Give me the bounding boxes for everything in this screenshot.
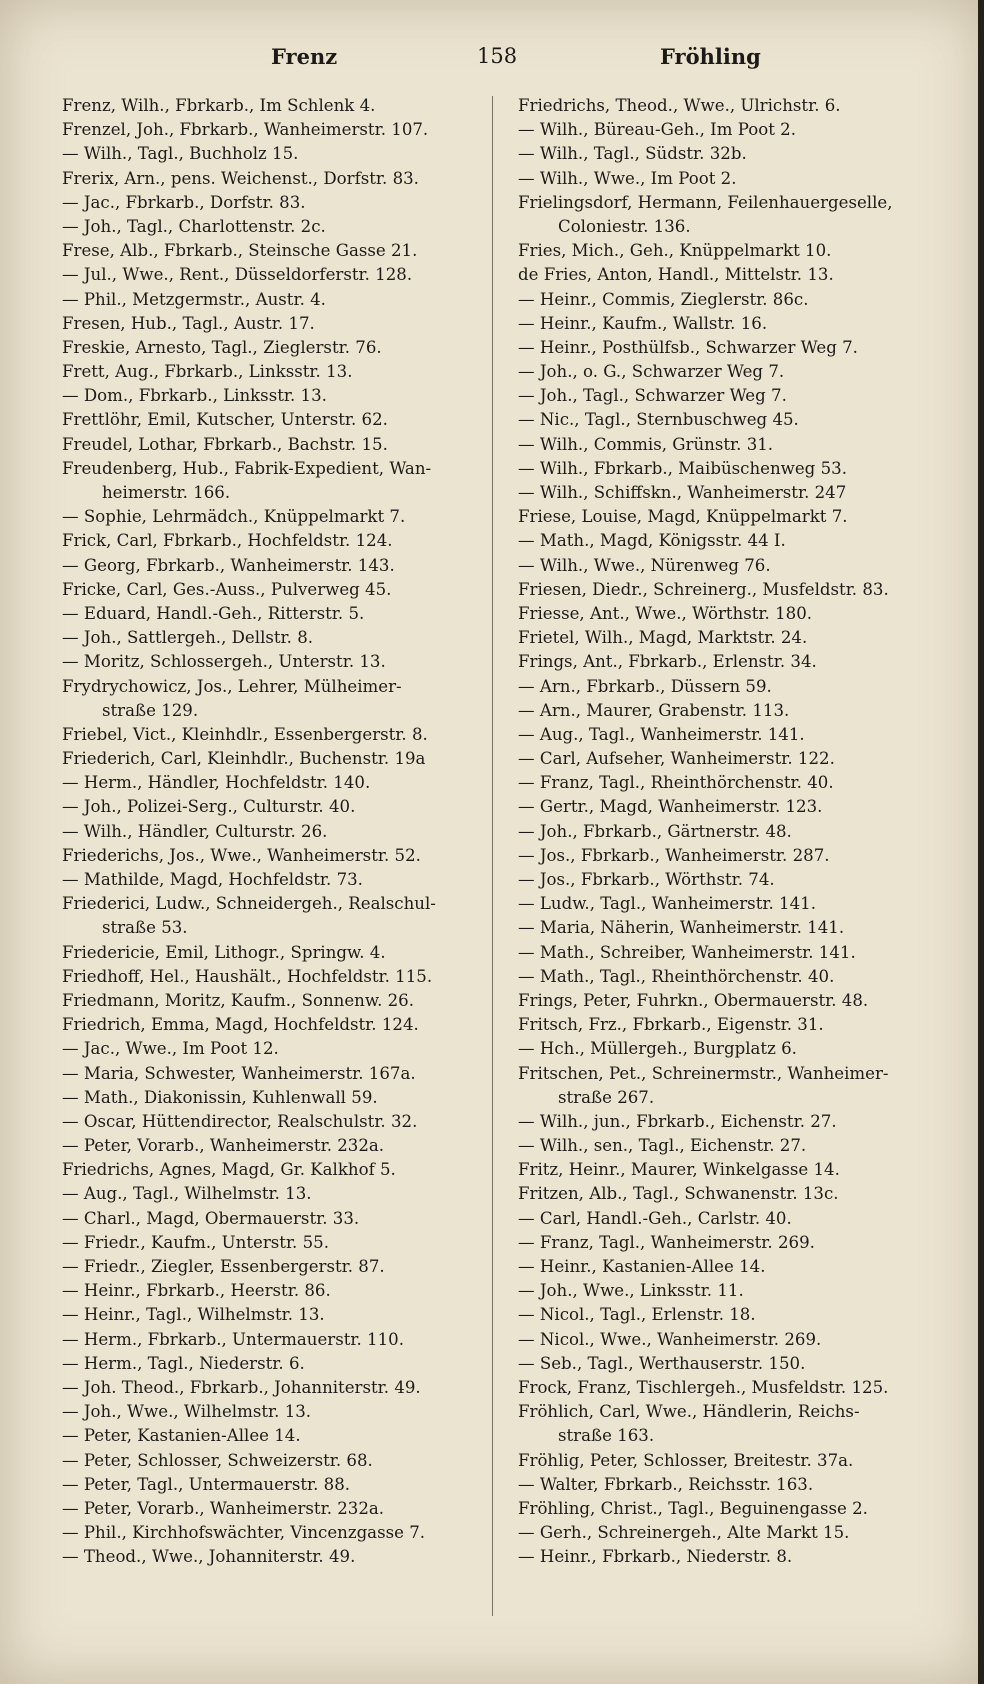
directory-entry: — Herm., Tagl., Niederstr. 6. — [62, 1353, 305, 1373]
right-column — [518, 94, 976, 1569]
directory-entry: — Heinr., Kastanien-Allee 14. — [518, 1257, 766, 1276]
directory-entry: — Phil., Metzgermstr., Austr. 4. — [62, 289, 326, 309]
directory-entry: Fresen, Hub., Tagl., Austr. 17. — [62, 313, 315, 333]
directory-entry: Frenzel, Joh., Fbrkarb., Wanheimerstr. 107. — [62, 120, 429, 140]
directory-entry: — Friedr., Kaufm., Unterstr. 55. — [62, 1232, 329, 1252]
entry-continuation: straße 129. — [102, 700, 199, 720]
directory-entry: — Maria, Näherin, Wanheimerstr. 141. — [518, 918, 845, 938]
directory-entry: — Jac., Wwe., Im Poot 12. — [62, 1039, 279, 1059]
running-head-left: Frenz — [271, 44, 338, 69]
directory-entry: — Carl, Aufseher, Wanheimerstr. 122. — [518, 749, 835, 769]
directory-entry: — Franz, Tagl., Wanheimerstr. 269. — [518, 1232, 815, 1252]
directory-entry: — Heinr., Commis, Zieglerstr. 86c. — [518, 289, 809, 309]
directory-entry: — Jos., Fbrkarb., Wörthstr. 74. — [518, 870, 775, 889]
directory-entry: — Hch., Müllergeh., Burgplatz 6. — [518, 1039, 797, 1059]
directory-entry: — Moritz, Schlossergeh., Unterstr. 13. — [62, 652, 386, 672]
directory-entry: — Wilh., Tagl., Buchholz 15. — [62, 144, 299, 164]
directory-entry: Frenz, Wilh., Fbrkarb., Im Schlenk 4. — [62, 96, 376, 115]
directory-entry: — Peter, Vorarb., Wanheimerstr. 232a. — [62, 1498, 385, 1518]
directory-entry: — Joh., Tagl., Schwarzer Weg 7. — [518, 386, 787, 406]
directory-entry: — Gertr., Magd, Wanheimerstr. 123. — [518, 797, 823, 817]
directory-entry: Fritzen, Alb., Tagl., Schwanenstr. 13c. — [518, 1184, 839, 1204]
directory-entry: — Joh., Wwe., Wilhelmstr. 13. — [62, 1402, 312, 1422]
entry-continuation: Coloniestr. 136. — [558, 216, 691, 236]
page-edge — [978, 0, 984, 1684]
directory-entry: Frydrychowicz, Jos., Lehrer, Mülheimer- — [62, 676, 402, 696]
directory-entry: Frielingsdorf, Hermann, Feilenhauergeselle, — [518, 192, 893, 212]
directory-entry: — Joh., Sattlergeh., Dellstr. 8. — [62, 628, 314, 648]
directory-entry: — Joh., Tagl., Charlottenstr. 2c. — [62, 216, 326, 236]
directory-entry: — Carl, Handl.-Geh., Carlstr. 40. — [518, 1208, 792, 1228]
directory-entry: — Aug., Tagl., Wanheimerstr. 141. — [518, 724, 805, 744]
directory-entry: Friedrichs, Agnes, Magd, Gr. Kalkhof 5. — [62, 1160, 396, 1180]
directory-entry: Friederichs, Jos., Wwe., Wanheimerstr. 52. — [62, 845, 421, 865]
directory-entry: — Heinr., Tagl., Wilhelmstr. 13. — [62, 1305, 325, 1325]
directory-entry: de Fries, Anton, Handl., Mittelstr. 13. — [518, 265, 834, 285]
directory-entry: — Peter, Tagl., Untermauerstr. 88. — [62, 1474, 351, 1494]
directory-entry: — Nicol., Wwe., Wanheimerstr. 269. — [518, 1329, 822, 1349]
directory-entry: Freudenberg, Hub., Fabrik-Expedient, Wan- — [62, 458, 432, 478]
entry-continuation: heimerstr. 166. — [102, 483, 231, 502]
directory-entry: — Wilh., Wwe., Nürenweg 76. — [518, 555, 771, 575]
directory-entry: — Math., Schreiber, Wanheimerstr. 141. — [518, 942, 856, 962]
directory-entry: Friederich, Carl, Kleinhdlr., Buchenstr. 19a — [62, 749, 426, 769]
directory-entry: Fröhlich, Carl, Wwe., Händlerin, Reichs- — [518, 1402, 860, 1422]
directory-entry: — Friedr., Ziegler, Essenbergerstr. 87. — [62, 1257, 385, 1276]
directory-entry: Fröhlig, Peter, Schlosser, Breitestr. 37a. — [518, 1450, 854, 1470]
directory-entry: Friederici, Ludw., Schneidergeh., Realschul- — [62, 894, 436, 914]
directory-entry: Frett, Aug., Fbrkarb., Linksstr. 13. — [62, 362, 353, 382]
directory-entry: Friedhoff, Hel., Haushält., Hochfeldstr. 115. — [62, 966, 433, 986]
directory-entry: — Georg, Fbrkarb., Wanheimerstr. 143. — [62, 555, 395, 575]
directory-entry: — Gerh., Schreinergeh., Alte Markt 15. — [518, 1523, 850, 1543]
directory-entry: Fries, Mich., Geh., Knüppelmarkt 10. — [518, 241, 832, 261]
directory-entry: — Phil., Kirchhofswächter, Vincenzgasse 7. — [62, 1523, 426, 1543]
directory-entry: Friesen, Diedr., Schreinerg., Musfeldstr. 83. — [518, 579, 889, 599]
directory-entry: — Oscar, Hüttendirector, Realschulstr. 32. — [62, 1111, 418, 1131]
directory-entry: — Wilh., Fbrkarb., Maibüschenweg 53. — [518, 458, 847, 478]
directory-entry: Friedmann, Moritz, Kaufm., Sonnenw. 26. — [62, 990, 415, 1010]
directory-entry: Frick, Carl, Fbrkarb., Hochfeldstr. 124. — [62, 531, 393, 551]
directory-entry: — Math., Tagl., Rheinthörchenstr. 40. — [518, 966, 835, 986]
directory-entry: — Franz, Tagl., Rheinthörchenstr. 40. — [518, 773, 834, 793]
directory-entry: Frings, Peter, Fuhrkn., Obermauerstr. 48. — [518, 990, 869, 1010]
directory-entry: — Wilh., Commis, Grünstr. 31. — [518, 434, 774, 454]
directory-entry: — Mathilde, Magd, Hochfeldstr. 73. — [62, 870, 363, 889]
directory-entry: — Joh., Wwe., Linksstr. 11. — [518, 1281, 744, 1301]
directory-entry: — Wilh., Schiffskn., Wanheimerstr. 247 — [518, 483, 847, 502]
directory-entry: Freudel, Lothar, Fbrkarb., Bachstr. 15. — [62, 434, 388, 454]
left-column — [62, 94, 492, 1569]
directory-entry: — Herm., Händler, Hochfeldstr. 140. — [62, 773, 371, 793]
directory-entry: — Wilh., Büreau-Geh., Im Poot 2. — [518, 120, 796, 140]
directory-entry: — Joh., o. G., Schwarzer Weg 7. — [518, 362, 785, 382]
directory-entry: — Peter, Kastanien-Allee 14. — [62, 1426, 301, 1446]
directory-entry: — Herm., Fbrkarb., Untermauerstr. 110. — [62, 1329, 404, 1349]
directory-entry: — Wilh., Wwe., Im Poot 2. — [518, 168, 737, 188]
directory-entry: — Heinr., Posthülfsb., Schwarzer Weg 7. — [518, 337, 858, 357]
directory-entry: Fricke, Carl, Ges.-Auss., Pulverweg 45. — [62, 579, 392, 599]
directory-entry: — Joh. Theod., Fbrkarb., Johanniterstr. 49. — [62, 1377, 421, 1397]
entry-continuation: straße 163. — [558, 1426, 655, 1446]
entry-continuation: straße 267. — [558, 1087, 655, 1107]
directory-entry: — Dom., Fbrkarb., Linksstr. 13. — [62, 386, 327, 406]
page-number: 158 — [477, 44, 518, 68]
directory-entry: — Peter, Vorarb., Wanheimerstr. 232a. — [62, 1136, 385, 1156]
directory-entry: — Wilh., Tagl., Südstr. 32b. — [518, 144, 747, 164]
directory-entry: Frettlöhr, Emil, Kutscher, Unterstr. 62. — [62, 410, 388, 430]
directory-entry: — Arn., Fbrkarb., Düssern 59. — [518, 676, 772, 696]
directory-entry: Fritsch, Frz., Fbrkarb., Eigenstr. 31. — [518, 1015, 824, 1035]
directory-entry: — Math., Diakonissin, Kuhlenwall 59. — [62, 1087, 378, 1107]
directory-entry: — Charl., Magd, Obermauerstr. 33. — [62, 1208, 360, 1228]
directory-entry: — Walter, Fbrkarb., Reichsstr. 163. — [518, 1474, 814, 1494]
directory-entry: — Wilh., jun., Fbrkarb., Eichenstr. 27. — [518, 1111, 837, 1131]
directory-entry: — Sophie, Lehrmädch., Knüppelmarkt 7. — [62, 507, 406, 527]
directory-entry: — Wilh., sen., Tagl., Eichenstr. 27. — [518, 1136, 807, 1156]
directory-entry: — Heinr., Fbrkarb., Heerstr. 86. — [62, 1281, 331, 1301]
directory-entry: Friedrichs, Theod., Wwe., Ulrichstr. 6. — [518, 96, 841, 115]
directory-entry: Frietel, Wilh., Magd, Marktstr. 24. — [518, 628, 808, 648]
directory-entry: — Joh., Polizei-Serg., Culturstr. 40. — [62, 797, 356, 817]
directory-entry: Friedericie, Emil, Lithogr., Springw. 4. — [62, 942, 386, 962]
directory-entry: — Ludw., Tagl., Wanheimerstr. 141. — [518, 894, 816, 914]
directory-entry: — Nicol., Tagl., Erlenstr. 18. — [518, 1305, 756, 1325]
directory-entry: Friesse, Ant., Wwe., Wörthstr. 180. — [518, 603, 813, 623]
running-head-right: Fröhling — [660, 44, 761, 69]
directory-entry: — Maria, Schwester, Wanheimerstr. 167a. — [62, 1063, 416, 1083]
directory-entry: — Peter, Schlosser, Schweizerstr. 68. — [62, 1450, 373, 1470]
directory-entry: — Arn., Maurer, Grabenstr. 113. — [518, 700, 790, 720]
directory-entry: — Theod., Wwe., Johanniterstr. 49. — [62, 1547, 356, 1567]
directory-entry: Frerix, Arn., pens. Weichenst., Dorfstr. 83. — [62, 168, 419, 188]
directory-entry: Friedrich, Emma, Magd, Hochfeldstr. 124. — [62, 1015, 419, 1035]
directory-entry: Fritschen, Pet., Schreinermstr., Wanheimer- — [518, 1063, 889, 1083]
directory-entry: — Aug., Tagl., Wilhelmstr. 13. — [62, 1184, 312, 1204]
directory-entry: — Math., Magd, Königsstr. 44 I. — [518, 531, 786, 551]
directory-entry: Fritz, Heinr., Maurer, Winkelgasse 14. — [518, 1160, 840, 1180]
directory-entry: — Jos., Fbrkarb., Wanheimerstr. 287. — [518, 845, 830, 865]
directory-entry: Frese, Alb., Fbrkarb., Steinsche Gasse 21. — [62, 241, 418, 261]
directory-entry: — Heinr., Kaufm., Wallstr. 16. — [518, 313, 768, 333]
directory-entry: — Jac., Fbrkarb., Dorfstr. 83. — [62, 192, 306, 212]
directory-entry: Friebel, Vict., Kleinhdlr., Essenbergerstr. 8. — [62, 724, 428, 744]
entry-continuation: straße 53. — [102, 918, 188, 938]
directory-entry: — Wilh., Händler, Culturstr. 26. — [62, 821, 328, 841]
directory-entry: Fröhling, Christ., Tagl., Beguinengasse 2. — [518, 1498, 868, 1518]
directory-entry: — Jul., Wwe., Rent., Düsseldorferstr. 128. — [62, 265, 413, 285]
directory-entry: Friese, Louise, Magd, Knüppelmarkt 7. — [518, 507, 848, 527]
column-divider — [492, 96, 493, 1616]
directory-entry: — Nic., Tagl., Sternbuschweg 45. — [518, 410, 799, 430]
directory-entry: Frings, Ant., Fbrkarb., Erlenstr. 34. — [518, 652, 817, 672]
directory-entry: Freskie, Arnesto, Tagl., Zieglerstr. 76. — [62, 337, 382, 357]
directory-entry: — Eduard, Handl.-Geh., Ritterstr. 5. — [62, 603, 365, 623]
directory-entry: — Heinr., Fbrkarb., Niederstr. 8. — [518, 1547, 793, 1567]
directory-entry: Frock, Franz, Tischlergeh., Musfeldstr. 125. — [518, 1377, 889, 1397]
directory-entry: — Seb., Tagl., Werthauserstr. 150. — [518, 1353, 806, 1373]
directory-entry: — Joh., Fbrkarb., Gärtnerstr. 48. — [518, 821, 792, 841]
